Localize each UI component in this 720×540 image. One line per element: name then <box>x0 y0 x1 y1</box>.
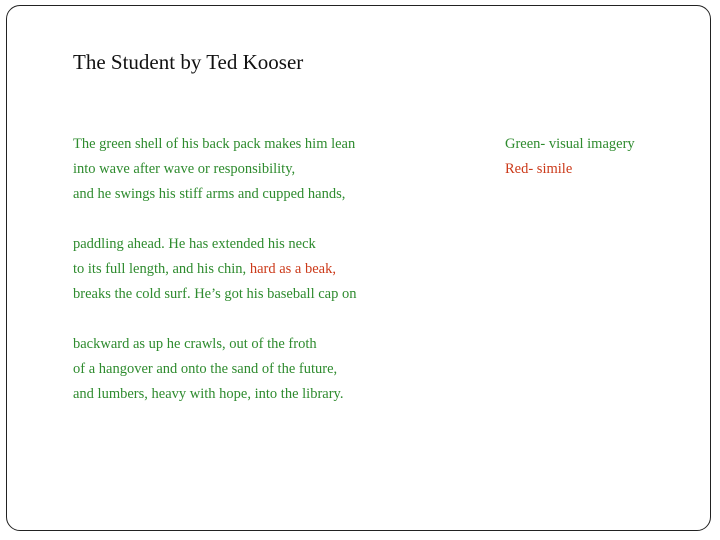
poem-stanza-2 <box>73 232 473 307</box>
slide-title: The Student by Ted Kooser <box>73 50 304 74</box>
poem-stanza-1 <box>73 132 473 207</box>
legend-simile: Red- simile <box>505 161 573 177</box>
simile-highlight: hard as a beak, <box>249 261 336 277</box>
poem-line: The green shell of his back pack makes him lean <box>73 136 356 152</box>
poem <box>73 132 473 432</box>
poem-line: breaks the cold surf. He’s got his baseball cap on <box>73 286 357 302</box>
poem-line: into wave after wave or responsibility, <box>73 161 296 177</box>
poem-line: backward as up he crawls, out of the froth <box>73 336 317 352</box>
poem-line: and lumbers, heavy with hope, into the library. <box>73 386 344 402</box>
color-legend <box>505 132 635 182</box>
poem-line-with-simile <box>73 257 473 282</box>
poem-line: of a hangover and onto the sand of the future, <box>73 361 338 377</box>
poem-line: and he swings his stiff arms and cupped hands, <box>73 186 346 202</box>
legend-visual-imagery: Green- visual imagery <box>505 136 635 152</box>
poem-stanza-3 <box>73 332 473 407</box>
poem-line-text: to its full length, and his chin, <box>73 261 250 277</box>
slide <box>6 5 711 531</box>
poem-line: paddling ahead. He has extended his neck <box>73 236 316 252</box>
